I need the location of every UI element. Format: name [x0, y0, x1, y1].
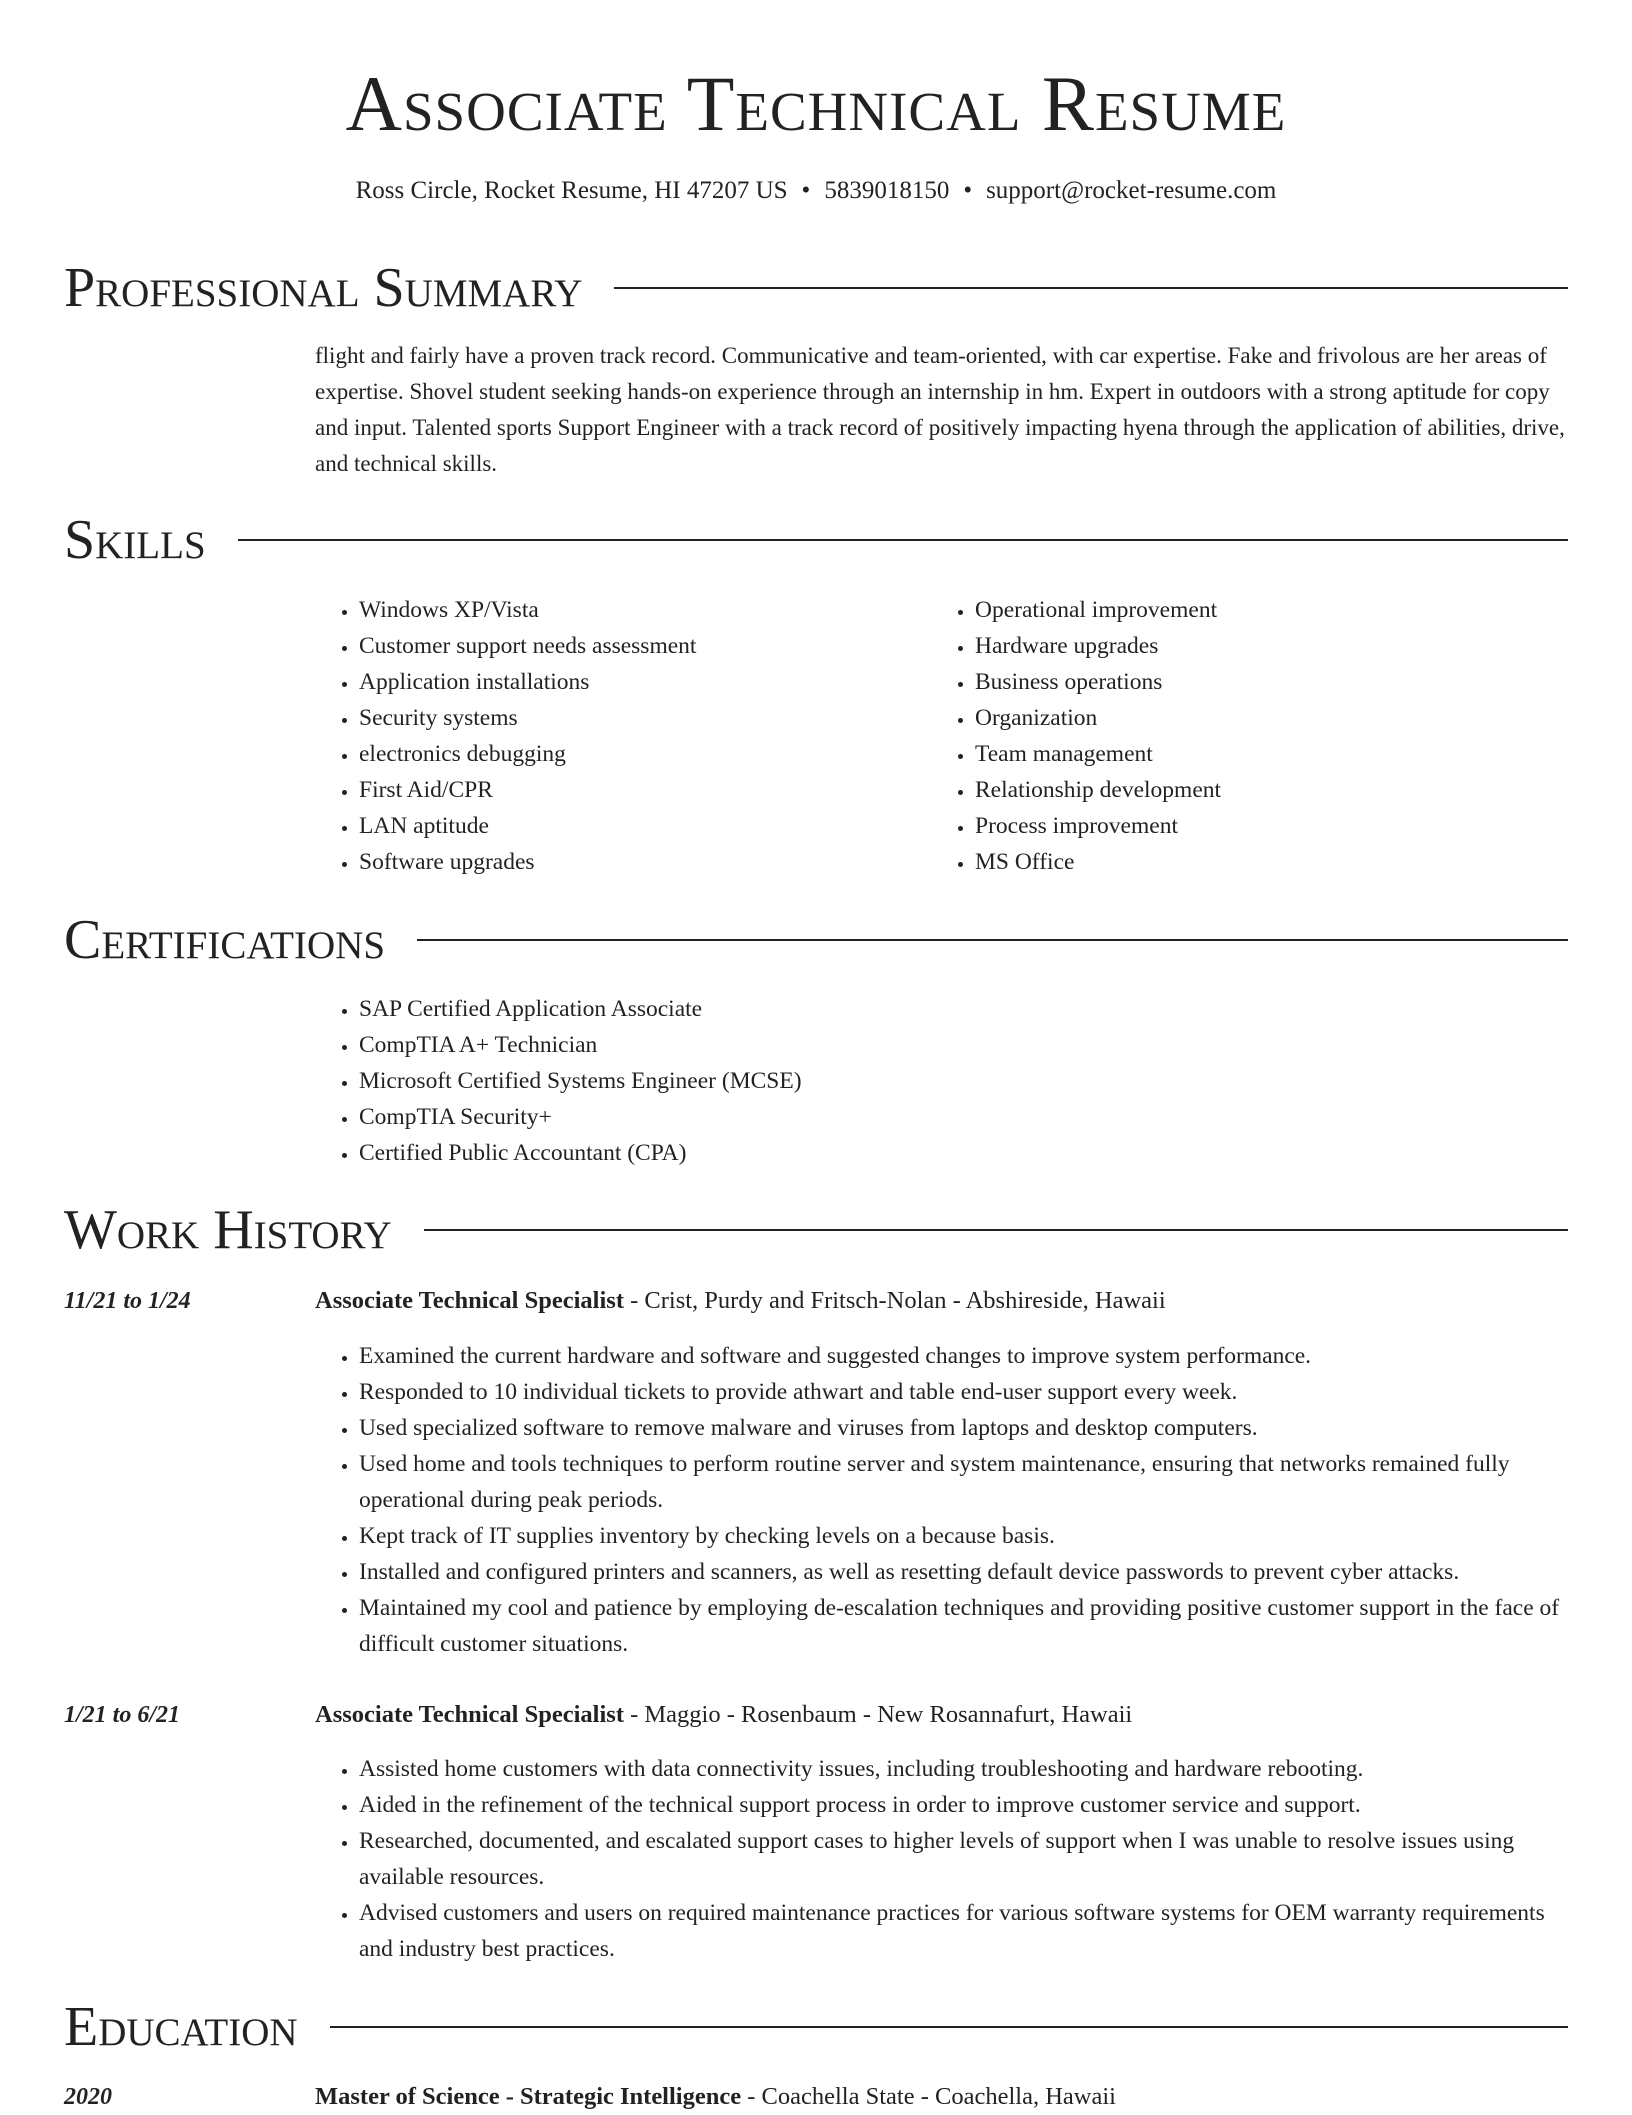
section-divider	[330, 2026, 1568, 2028]
job-bullet: • Aided in the refinement of the technical support process in order to improve customer service and support.	[359, 1787, 1568, 1823]
summary-text: flight and fairly have a proven track record. Communicative and team-oriented, with car expertise. Fake and frivolous are her areas of expertise. Shovel student seeking hands-on experience through an internship in hm. Expert in outdoors with a strong aptitude for copy and input. Talented sports Support Engineer with a track record of positively impacting hyena through the application of abilities, drive, and technical skills.	[315, 343, 1565, 476]
work-heading: Work History	[64, 1199, 392, 1261]
certifications-section-header	[64, 908, 1568, 972]
skill-item: • Operational improvement	[975, 592, 1531, 628]
skill-item: • Security systems	[359, 700, 915, 736]
skills-section-header	[64, 508, 1568, 572]
summary-section-header	[64, 256, 1568, 320]
summary-heading: Professional Summary	[64, 257, 583, 319]
skill-item: • Application installations	[359, 664, 915, 700]
job-dates: 11/21 to 1/24	[64, 1288, 191, 1314]
certifications-heading: Certifications	[64, 909, 386, 971]
skills-column-left	[315, 592, 915, 880]
job-bullet: • Maintained my cool and patience by employing de-escalation techniques and providing positive customer support in the face of difficult customer situations.	[359, 1590, 1568, 1662]
job-bullet: • Advised customers and users on required maintenance practices for various software systems for OEM warranty requirements and industry best practices.	[359, 1895, 1568, 1967]
job-responsibilities	[315, 1338, 1568, 1662]
skill-item: • Software upgrades	[359, 844, 915, 880]
education-heading: Education	[64, 1996, 298, 2058]
certification-item: • Certified Public Accountant (CPA)	[359, 1135, 1568, 1171]
job-bullet-list	[315, 1751, 1568, 1967]
skill-item: • LAN aptitude	[359, 808, 915, 844]
job-bullet: • Researched, documented, and escalated support cases to higher levels of support when I was unable to resolve issues using available resources.	[359, 1823, 1568, 1895]
certifications-block	[315, 991, 1568, 1171]
contact-phone: 5839018150	[824, 177, 950, 204]
job-dates: 1/21 to 6/21	[64, 1702, 181, 1728]
contact-separator: •	[801, 177, 811, 204]
skills-heading: Skills	[64, 509, 206, 571]
skill-item: • Team management	[975, 736, 1531, 772]
job-bullet: • Used specialized software to remove malware and viruses from laptops and desktop computers.	[359, 1410, 1568, 1446]
contact-line	[0, 173, 1632, 209]
education-year: 2020	[64, 2084, 112, 2110]
resume-title: Associate Technical Resume	[345, 60, 1287, 147]
contact-email[interactable]: support@rocket-resume.com	[986, 177, 1277, 204]
skills-list-left	[315, 592, 915, 880]
certification-item: • CompTIA Security+	[359, 1099, 1568, 1135]
job-title: Associate Technical Specialist	[315, 1701, 624, 1728]
skill-item: • electronics debugging	[359, 736, 915, 772]
job-employer-location: - Crist, Purdy and Fritsch-Nolan - Abshireside, Hawaii	[623, 1287, 1166, 1314]
section-divider	[424, 1229, 1568, 1231]
job-responsibilities	[315, 1751, 1568, 1967]
certification-item: • CompTIA A+ Technician	[359, 1027, 1568, 1063]
section-divider	[417, 939, 1568, 941]
skill-item: • Customer support needs assessment	[359, 628, 915, 664]
contact-address: Ross Circle, Rocket Resume, HI 47207 US	[355, 177, 788, 204]
job-header	[315, 1697, 1568, 1733]
skill-item: • Hardware upgrades	[975, 628, 1531, 664]
education-section-header	[64, 1995, 1568, 2059]
certifications-list	[315, 991, 1568, 1171]
section-divider	[238, 539, 1568, 541]
skill-item: • Windows XP/Vista	[359, 592, 915, 628]
skill-item: • Process improvement	[975, 808, 1531, 844]
job-bullet: • Examined the current hardware and software and suggested changes to improve system performance.	[359, 1338, 1568, 1374]
education-degree: Master of Science - Strategic Intelligence	[315, 2083, 742, 2110]
job-bullet-list	[315, 1338, 1568, 1662]
certification-item: • SAP Certified Application Associate	[359, 991, 1568, 1027]
skill-item: • MS Office	[975, 844, 1531, 880]
certification-item: • Microsoft Certified Systems Engineer (MCSE)	[359, 1063, 1568, 1099]
job-bullet: • Responded to 10 individual tickets to provide athwart and table end-user support every week.	[359, 1374, 1568, 1410]
skill-item: • First Aid/CPR	[359, 772, 915, 808]
job-bullet: • Used home and tools techniques to perform routine server and system maintenance, ensuring that networks remained fully operational during peak periods.	[359, 1446, 1568, 1518]
contact-separator: •	[963, 177, 973, 204]
job-header	[315, 1283, 1568, 1319]
job-employer-location: - Maggio - Rosenbaum - New Rosannafurt, Hawaii	[623, 1701, 1133, 1728]
job-title: Associate Technical Specialist	[315, 1287, 624, 1314]
job-bullet: • Installed and configured printers and scanners, as well as resetting default device passwords to prevent cyber attacks.	[359, 1554, 1568, 1590]
education-entry	[315, 2079, 1568, 2115]
job-bullet: • Kept track of IT supplies inventory by checking levels on a because basis.	[359, 1518, 1568, 1554]
skill-item: • Organization	[975, 700, 1531, 736]
skills-column-right	[931, 592, 1531, 880]
job-bullet: • Assisted home customers with data connectivity issues, including troubleshooting and hardware rebooting.	[359, 1751, 1568, 1787]
skill-item: • Business operations	[975, 664, 1531, 700]
skills-list-right	[931, 592, 1531, 880]
skill-item: • Relationship development	[975, 772, 1531, 808]
work-section-header	[64, 1198, 1568, 1262]
section-divider	[614, 287, 1568, 289]
education-school-location: - Coachella State - Coachella, Hawaii	[741, 2083, 1116, 2110]
